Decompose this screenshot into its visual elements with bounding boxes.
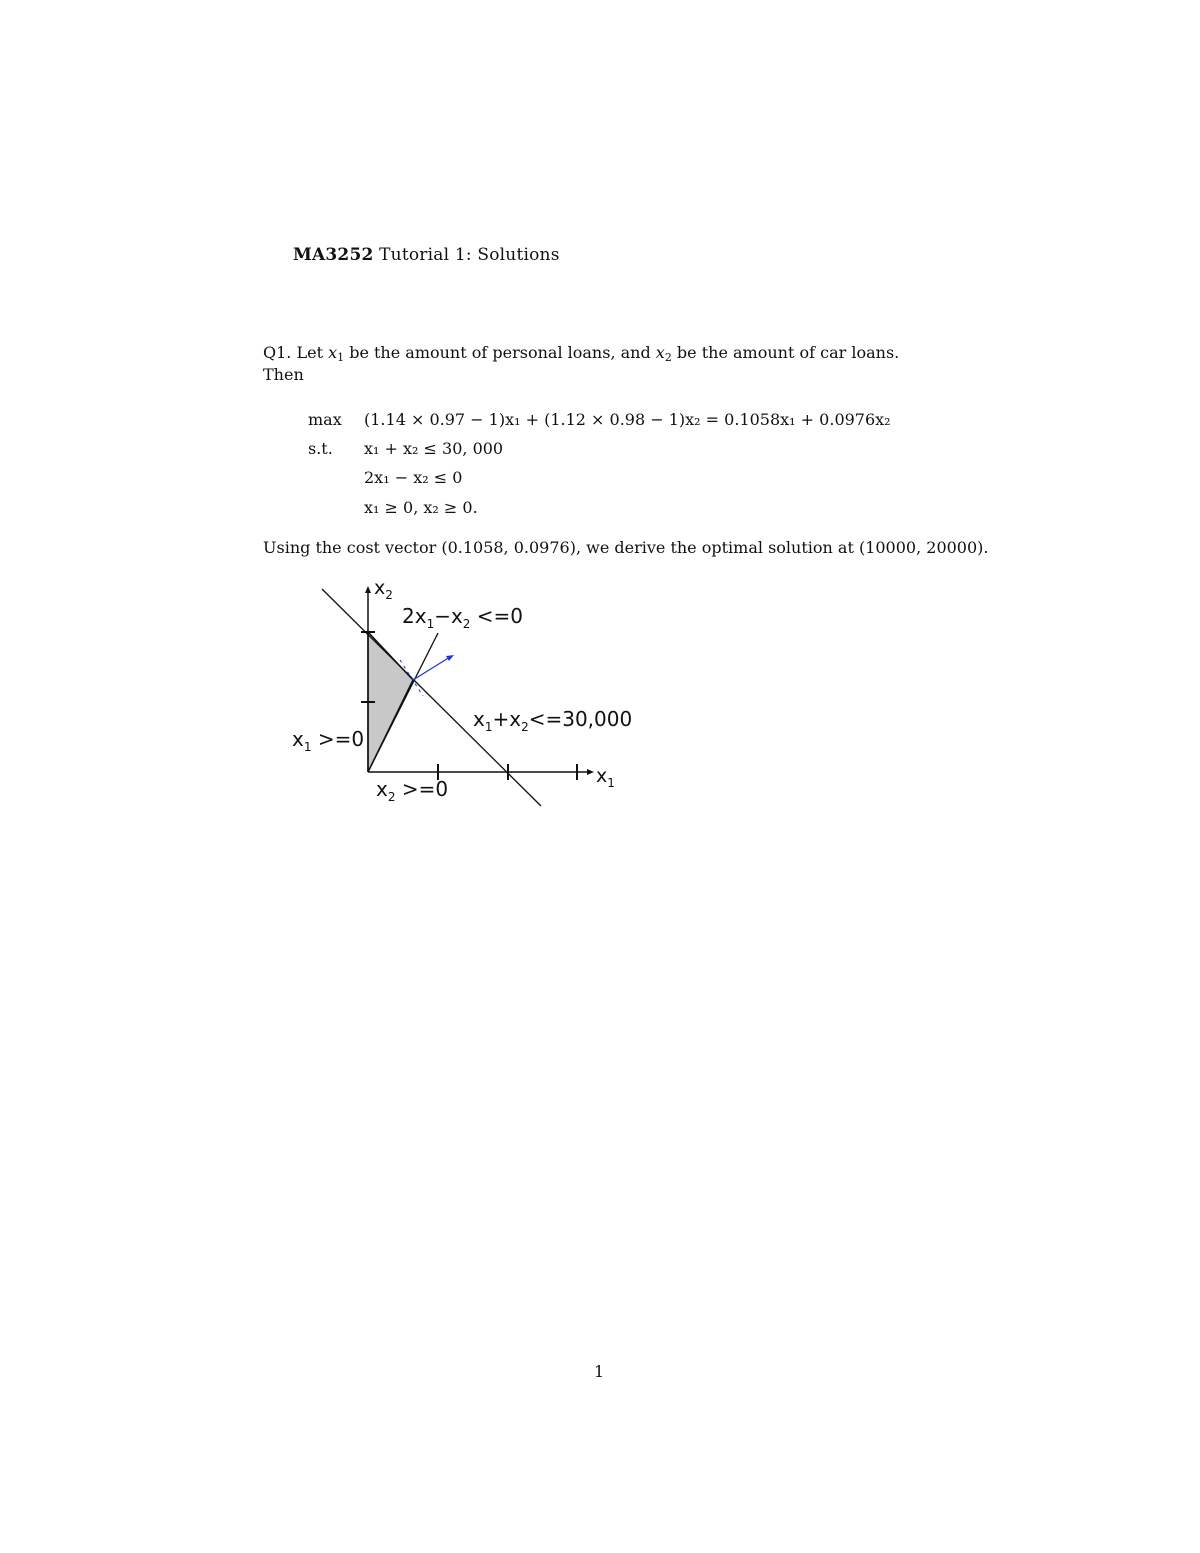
constraint-label-ratio: $2x_1-x_2 <=0$	[402, 604, 524, 631]
q1-intro-text-a: Q1. Let	[263, 343, 329, 362]
page-title	[293, 245, 560, 265]
axis-x2-arrowhead	[365, 586, 371, 593]
axis-x1-arrowhead	[587, 769, 594, 775]
feasible-region-figure	[280, 578, 640, 814]
q1-conclusion: Using the cost vector (0.1058, 0.0976), we derive the optimal solution at (10000, 20000).	[263, 538, 989, 557]
cost-vector-arrowhead	[446, 655, 454, 661]
page-number: 1	[594, 1362, 605, 1381]
lp-constraint-2: 2x₁ − x₂ ≤ 0	[364, 468, 463, 487]
var-x1: x	[328, 343, 338, 362]
q1-intro	[263, 342, 899, 369]
lp-label-st: s.t.	[308, 439, 333, 458]
q1-intro-text-b: be the amount of personal loans, and	[344, 343, 656, 362]
lp-label-max: max	[308, 410, 342, 429]
q1-intro-then: Then	[263, 365, 304, 384]
var-x2: x	[655, 343, 665, 362]
title-rest: Tutorial 1: Solutions	[379, 245, 560, 265]
cost-vector	[413, 657, 450, 680]
var-x2-sub: 2	[664, 351, 672, 364]
var-x1-sub: 1	[337, 351, 345, 364]
course-code: MA3252	[293, 245, 374, 265]
feasible-region-svg	[280, 578, 640, 814]
axis-x2-label: $x_2$	[374, 578, 393, 602]
lp-objective: (1.14 × 0.97 − 1)x₁ + (1.12 × 0.98 − 1)x₂ = 0.1058x₁ + 0.0976x₂	[364, 410, 891, 429]
constraint-label-sum: $x_1+x_2<=30,000$	[473, 707, 633, 734]
lp-constraint-1: x₁ + x₂ ≤ 30, 000	[364, 439, 504, 458]
nonneg-label-x1: $x_1 >=0$	[292, 727, 365, 754]
nonneg-label-x2: $x_2 >=0$	[376, 777, 449, 804]
q1-intro-text-c: be the amount of car loans.	[671, 343, 900, 362]
lp-constraint-3: x₁ ≥ 0, x₂ ≥ 0.	[364, 498, 478, 517]
axis-x1-label: $x_1$	[596, 765, 615, 790]
